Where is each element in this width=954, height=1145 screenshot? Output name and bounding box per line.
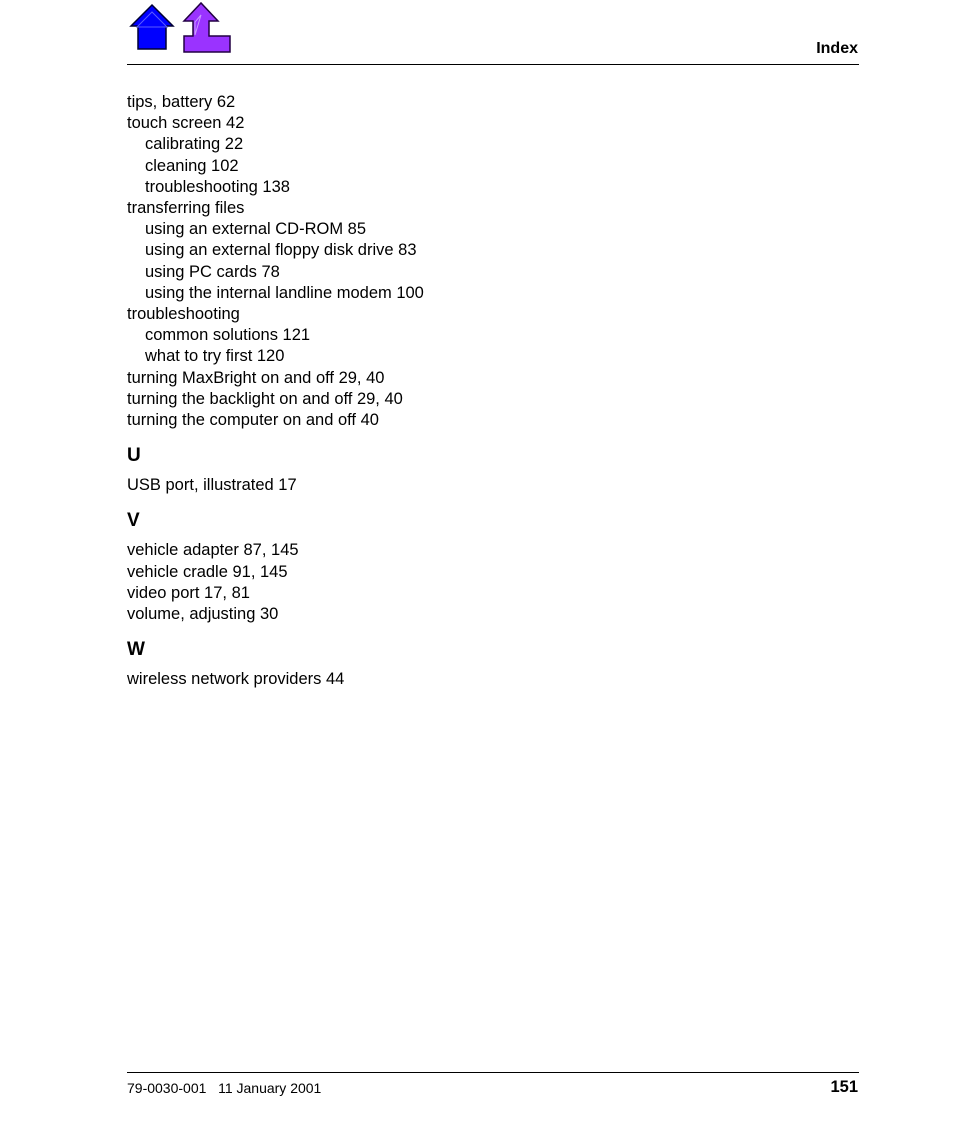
index-subentry: common solutions 121 [145,326,311,345]
index-entry: vehicle cradle 91, 145 [127,562,288,581]
doc-number: 79-0030-001 [127,1080,207,1096]
index-subentry: cleaning 102 [145,156,239,175]
index-entry: turning the backlight on and off 29, 40 [127,389,403,408]
index-entry: transferring files [127,199,245,218]
up-arrow-icon[interactable] [180,0,232,54]
index-list [127,92,827,690]
page-number: 151 [830,1078,858,1096]
index-entry: turning MaxBright on and off 29, 40 [127,368,385,387]
footer-info [127,1080,321,1096]
index-entry: troubleshooting [127,305,240,324]
index-subentry: using an external CD-ROM 85 [145,220,367,239]
index-letter-heading: W [127,639,145,661]
index-entry: wireless network providers 44 [127,670,345,689]
index-subentry: using an external floppy disk drive 83 [145,241,417,260]
index-letter-heading: U [127,445,141,467]
index-entry: turning the computer on and off 40 [127,411,379,430]
index-entry: volume, adjusting 30 [127,605,279,624]
header-divider [127,64,859,65]
index-subentry: calibrating 22 [145,135,244,154]
index-entry: touch screen 42 [127,114,245,133]
index-entry: tips, battery 62 [127,93,236,111]
index-subentry: what to try first 120 [145,347,285,366]
index-subentry: using PC cards 78 [145,262,280,281]
index-entry: vehicle adapter 87, 145 [127,541,299,560]
index-letter-heading: V [127,510,140,532]
index-entry: USB port, illustrated 17 [127,476,297,495]
index-entry: video port 17, 81 [127,583,250,602]
footer-divider [127,1072,859,1073]
doc-date: 11 January 2001 [218,1080,322,1096]
section-title: Index [816,40,858,57]
index-subentry: using the internal landline modem 100 [145,283,424,302]
index-subentry: troubleshooting 138 [145,177,290,196]
home-icon[interactable] [129,3,175,51]
